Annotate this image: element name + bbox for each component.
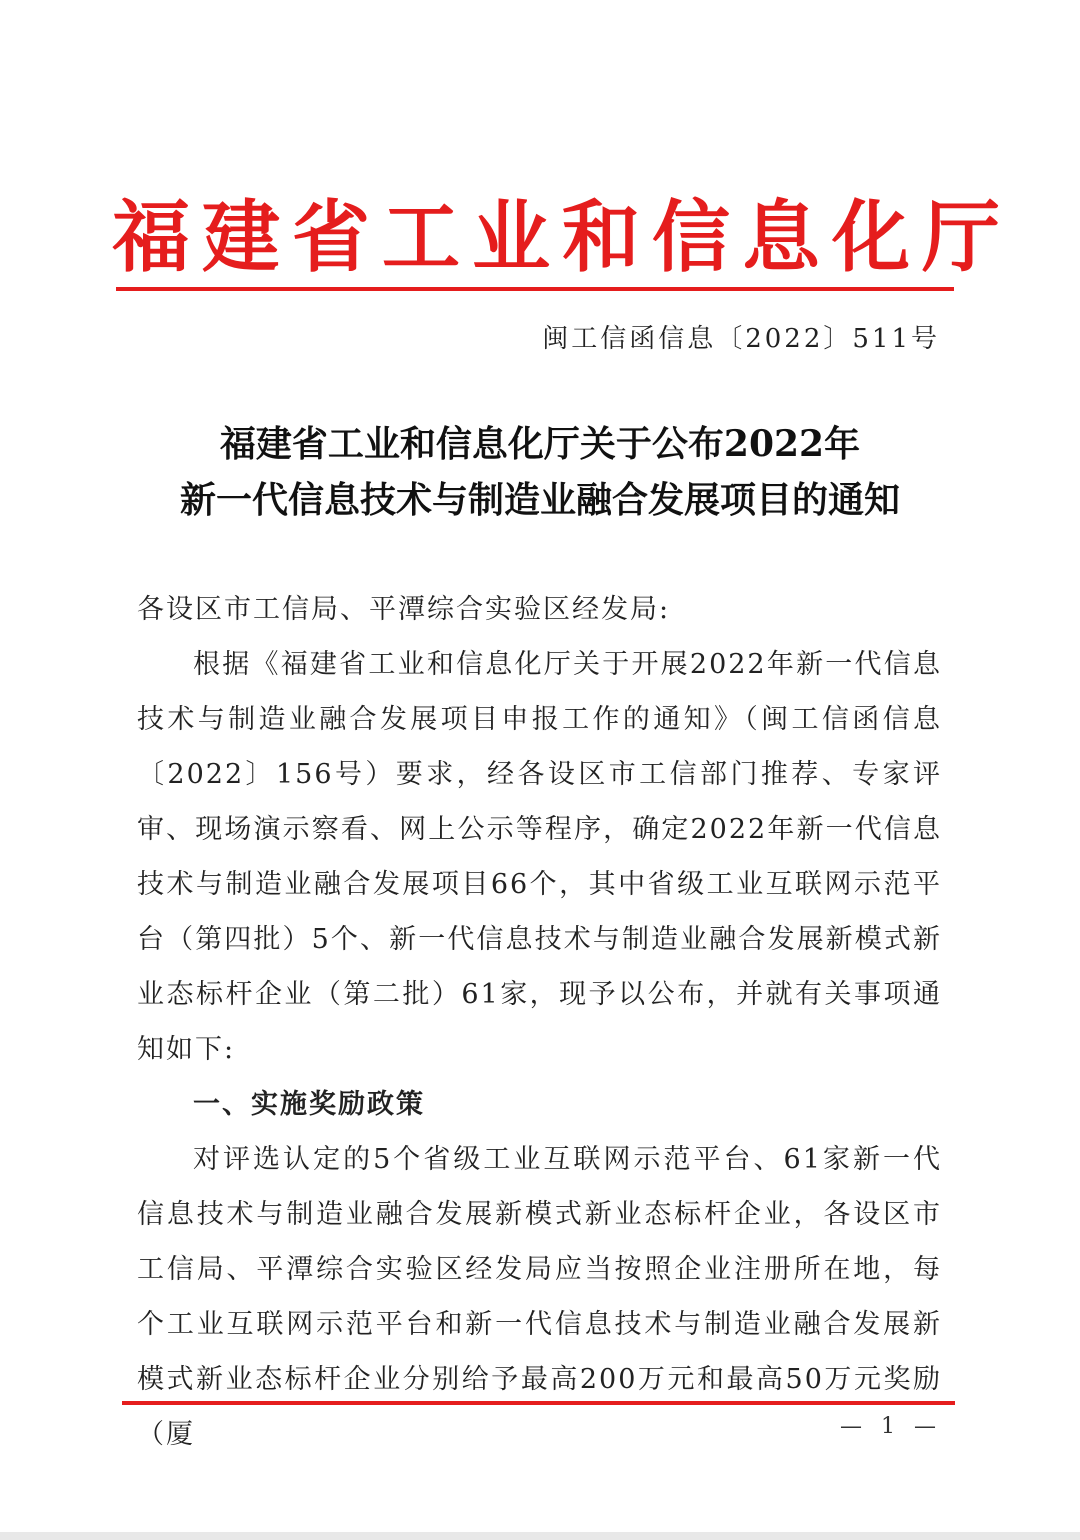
page-bottom-edge bbox=[0, 1532, 1080, 1540]
body-paragraph-2: 对评选认定的5个省级工业互联网示范平台、61家新一代信息技术与制造业融合发展新模式新业态标杆企业，各设区市工信局、平潭综合实验区经发局应当按照企业注册所在地，每个工业互联网示范平台和新一代信息技术与制造业融合发展新模式新业态标杆企业分别给予最高200万元和最高50万元奖励（厦 bbox=[137, 1144, 942, 1450]
page-number: — 1 — bbox=[840, 1414, 942, 1439]
section-heading-1: 一、实施奖励政策 bbox=[193, 1089, 425, 1120]
document-title-line-1: 福建省工业和信息化厅关于公布2022年 bbox=[219, 423, 861, 465]
addressee: 各设区市工信局、平潭综合实验区经发局: bbox=[137, 594, 671, 625]
document-number: 闽工信函信息〔2022〕511号 bbox=[542, 324, 940, 354]
footer-red-rule bbox=[122, 1401, 955, 1405]
document-title-line-2: 新一代信息技术与制造业融合发展项目的通知 bbox=[179, 479, 900, 521]
masthead-red-rule bbox=[116, 287, 954, 291]
document-body bbox=[137, 582, 942, 1462]
document-title bbox=[100, 416, 980, 528]
masthead-title: 福建省工业和信息化厅 bbox=[112, 193, 1013, 283]
body-paragraph-1: 根据《福建省工业和信息化厅关于开展2022年新一代信息技术与制造业融合发展项目申报工作的通知》（闽工信函信息〔2022〕156号）要求，经各设区市工信部门推荐、专家评审、现场演示察看、网上公示等程序，确定2022年新一代信息技术与制造业融合发展项目66个，其中省级工业互联网示范平台（第四批）5个、新一代信息技术与制造业融合发展新模式新业态标杆企业（第二批）61家，现予以公布，并就有关事项通知如下: bbox=[137, 649, 942, 1065]
